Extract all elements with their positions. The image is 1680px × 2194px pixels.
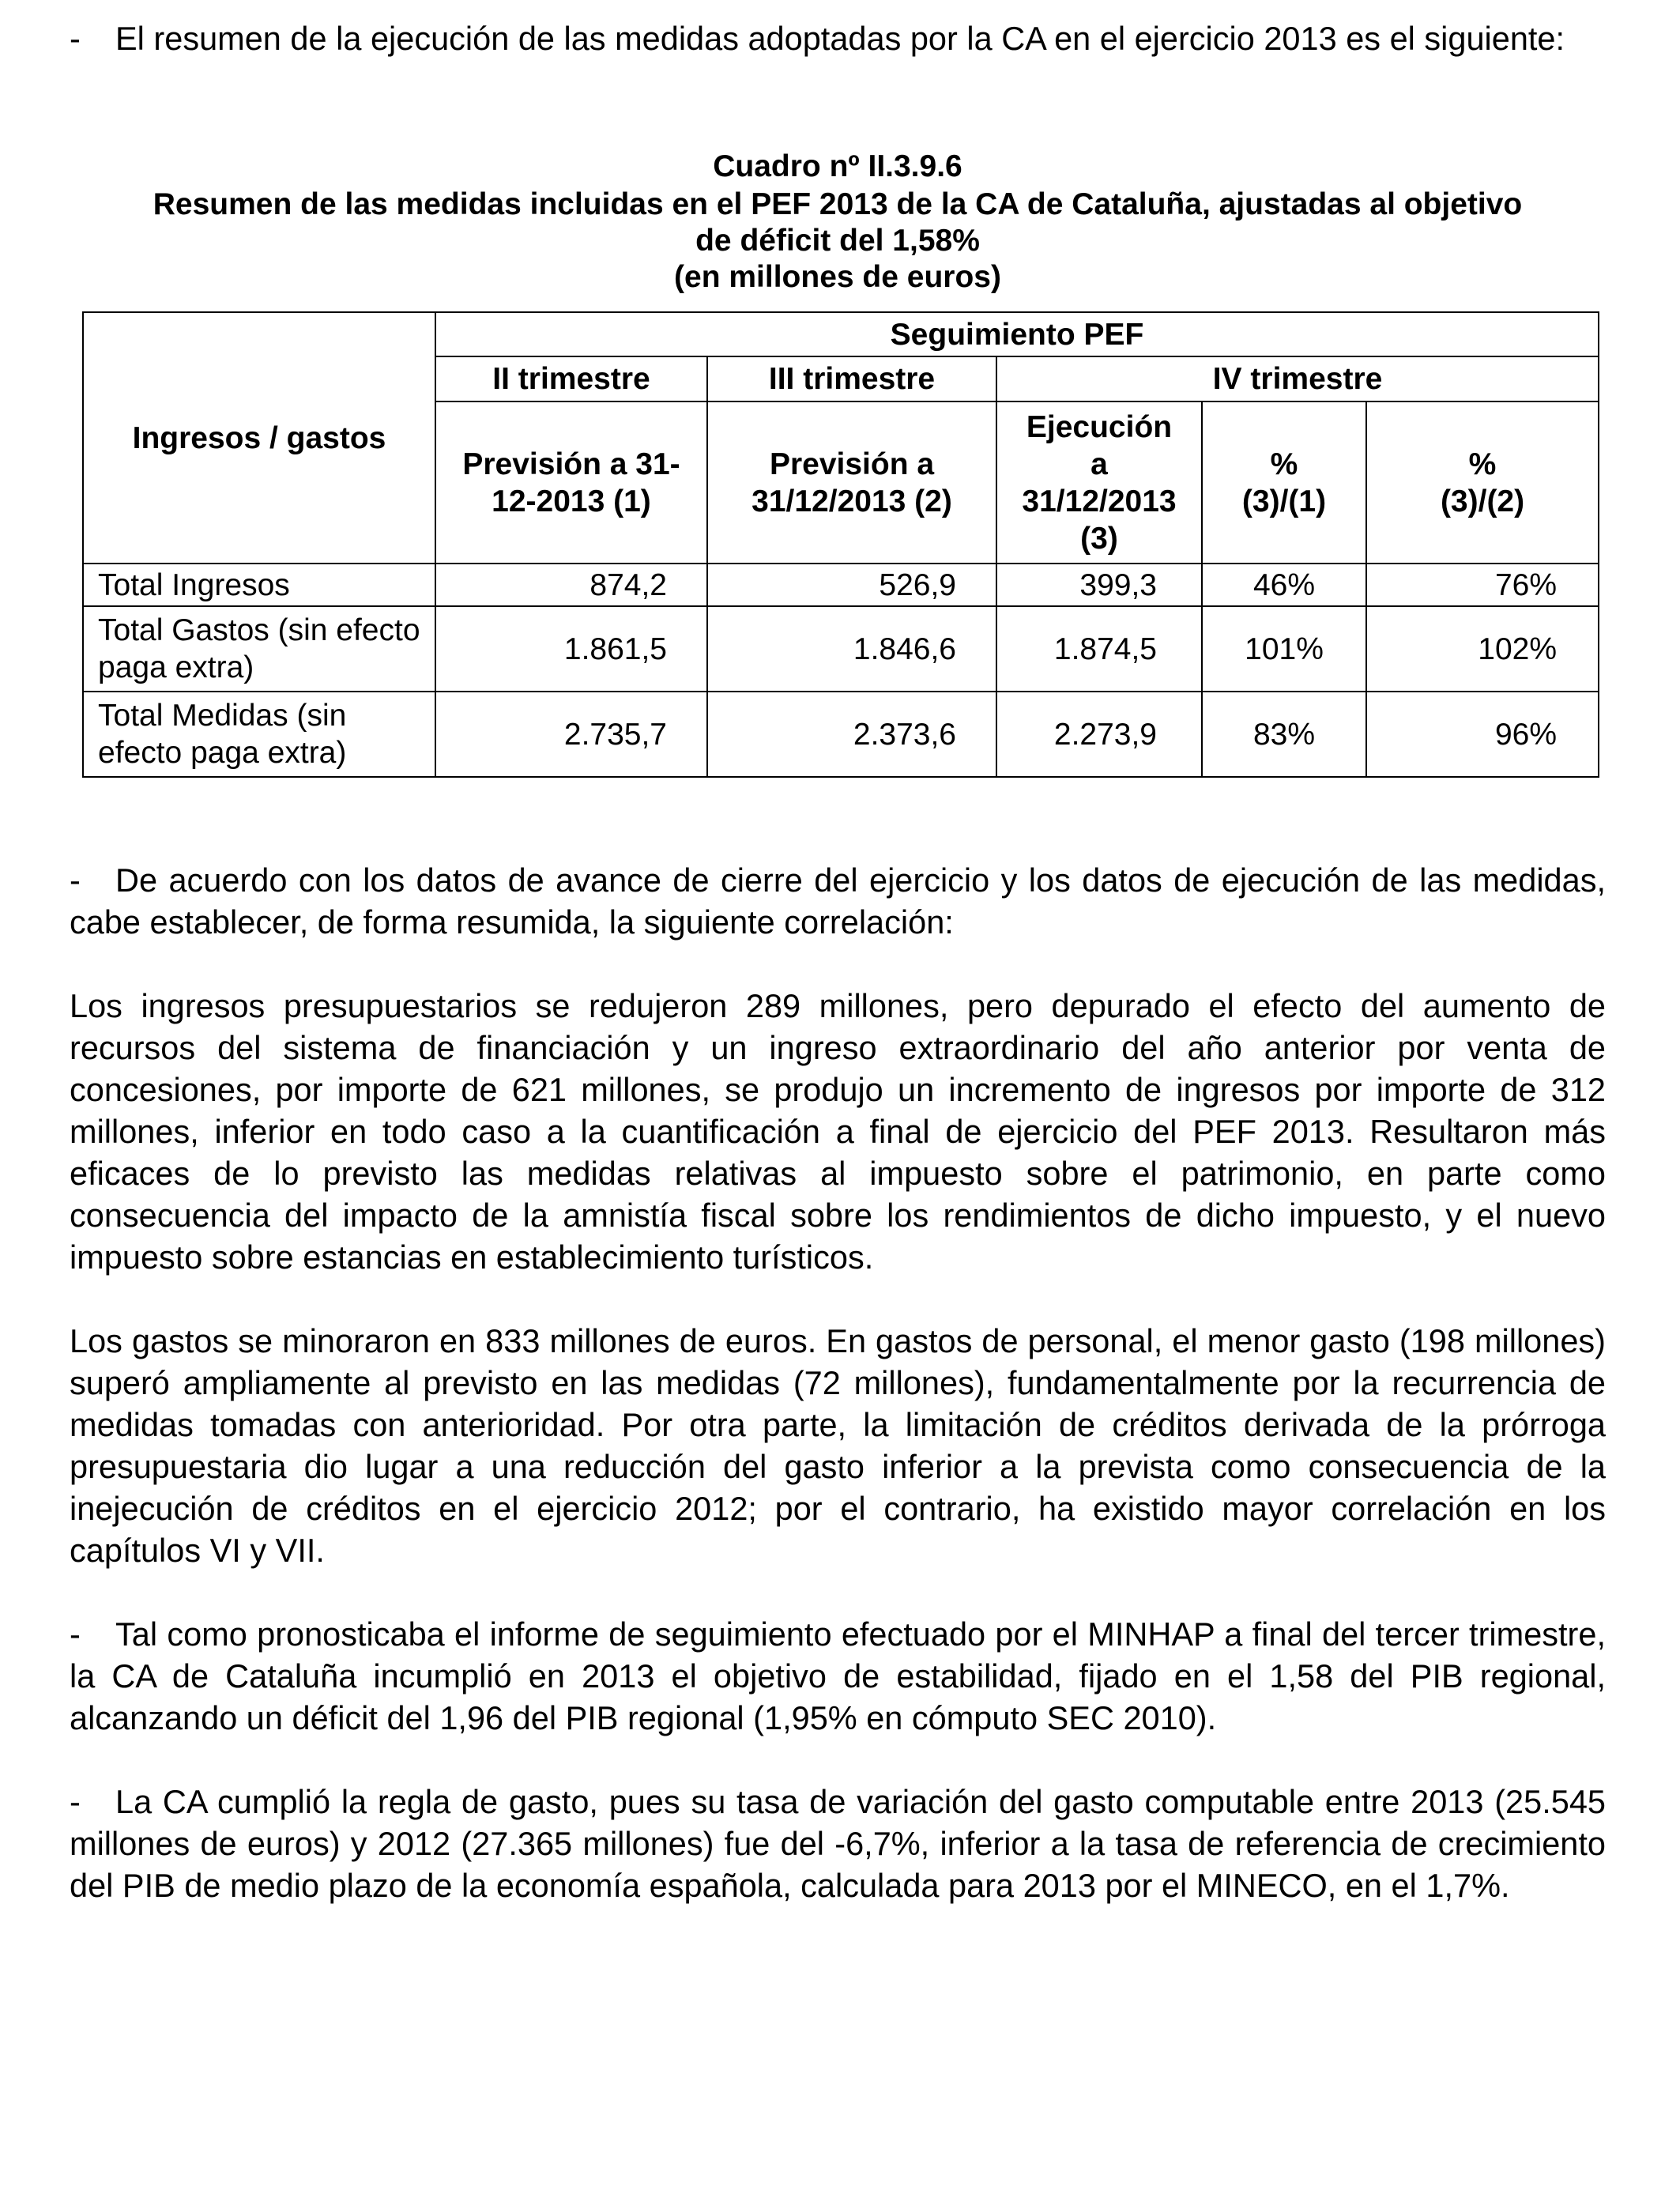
cell-pct-3-2: 76% <box>1366 564 1599 606</box>
column-header-pct-3-2: % (3)/(2) <box>1366 401 1599 564</box>
bullet-dash: - <box>70 861 81 899</box>
cell-pct-3-2: 96% <box>1366 692 1599 777</box>
cell-ejecucion: 399,3 <box>996 564 1202 606</box>
table-title-line2: de déficit del 1,58% <box>695 224 980 258</box>
cell-pct-3-1: 83% <box>1202 692 1366 777</box>
table-units: (en millones de euros) <box>674 260 1001 294</box>
table-caption <box>70 149 1606 296</box>
table-row <box>83 564 1599 606</box>
table-row <box>83 606 1599 692</box>
paragraph-text: Tal como pronosticaba el informe de seguimiento efectuado por el MINHAP a final del tercer trimestre, la CA de Cataluña incumplió en 2013 el objetivo de estabilidad, fijado en el 1,58 del PIB regional, alcanzando un déficit del 1,96 del PIB regional (1,95% en cómputo SEC 2010). <box>70 1615 1606 1736</box>
row-header-cell <box>83 312 435 564</box>
cell-ejecucion: 2.273,9 <box>996 692 1202 777</box>
bullet-dash: - <box>70 1783 81 1820</box>
paragraph-regla-gasto <box>70 1781 1606 1906</box>
intro-paragraph <box>70 17 1606 59</box>
cell-prevision-1: 874,2 <box>435 564 707 606</box>
row-label: Total Medidas (sin efecto paga extra) <box>83 692 435 777</box>
paragraph-text: La CA cumplió la regla de gasto, pues su tasa de variación del gasto computable entre 2013 (25.545 millones de euros) y 2012 (27.365 millones) fue del -6,7%, inferior a la tasa de referencia de crecimiento del PIB de medio plazo de la economía española, calculada para 2013 por el MINECO, en el 1,7%. <box>70 1783 1606 1904</box>
paragraph-gastos <box>70 1320 1606 1571</box>
cell-ejecucion: 1.874,5 <box>996 606 1202 692</box>
body-text <box>70 859 1606 1948</box>
row-header: Ingresos / gastos <box>132 420 386 455</box>
paragraph-text: De acuerdo con los datos de avance de cierre del ejercicio y los datos de ejecución de las medidas, cabe establecer, de forma resumida, la siguiente correlación: <box>70 861 1606 941</box>
bullet-dash: - <box>70 20 81 57</box>
paragraph-text: Los gastos se minoraron en 833 millones de euros. En gastos de personal, el menor gasto (198 millones) superó ampliamente al previsto en las medidas (72 millones), fundamentalmente por la recurrencia de medidas tomadas con anterioridad. Por otra parte, la limitación de créditos derivada de la prórroga presupuestaria dio lugar a una reducción del gasto inferior a la prevista como consecuencia de la inejecución de créditos en el ejercicio 2012; por el contrario, ha existido mayor correlación en los capítulos VI y VII. <box>70 1322 1606 1569</box>
bullet-dash: - <box>70 1615 81 1653</box>
cell-pct-3-1: 101% <box>1202 606 1366 692</box>
quarter-header-3: III trimestre <box>707 356 996 401</box>
column-header-ejecucion: Ejecución a 31/12/2013 (3) <box>996 401 1202 564</box>
group-header: Seguimiento PEF <box>435 312 1599 356</box>
cell-prevision-1: 1.861,5 <box>435 606 707 692</box>
column-header-prevision-2: Previsión a 31/12/2013 (2) <box>707 401 996 564</box>
document-page <box>70 17 1606 1904</box>
column-header-prevision-1: Previsión a 31-12-2013 (1) <box>435 401 707 564</box>
paragraph-text: Los ingresos presupuestarios se redujeron 289 millones, pero depurado el efecto del aumento de recursos del sistema de financiación y un ingreso extraordinario del año anterior por venta de concesiones, por importe de 621 millones, se produjo un incremento de ingresos por importe de 312 millones, inferior en todo caso a la cuantificación a final de ejercicio del PEF 2013. Resultaron más eficaces de lo previsto las medidas relativas al impuesto sobre el patrimonio, en parte como consecuencia del impacto de la amnistía fiscal sobre los rendimientos de dicho impuesto, y el nuevo impuesto sobre estancias en establecimiento turísticos. <box>70 987 1606 1276</box>
paragraph-estabilidad <box>70 1613 1606 1739</box>
cell-prevision-2: 1.846,6 <box>707 606 996 692</box>
table-title-line1: Resumen de las medidas incluidas en el PEF 2013 de la CA de Cataluña, ajustadas al objetivo <box>153 187 1523 221</box>
quarter-header-4: IV trimestre <box>996 356 1599 401</box>
column-header-pct-3-1: % (3)/(1) <box>1202 401 1366 564</box>
cell-pct-3-2: 102% <box>1366 606 1599 692</box>
measures-table <box>82 311 1599 778</box>
cell-prevision-1: 2.735,7 <box>435 692 707 777</box>
cell-pct-3-1: 46% <box>1202 564 1366 606</box>
cell-prevision-2: 2.373,6 <box>707 692 996 777</box>
table-number: Cuadro nº II.3.9.6 <box>713 149 962 183</box>
row-label: Total Gastos (sin efecto paga extra) <box>83 606 435 692</box>
paragraph-ingresos <box>70 985 1606 1278</box>
paragraph-correlacion <box>70 859 1606 943</box>
intro-text: El resumen de la ejecución de las medidas adoptadas por la CA en el ejercicio 2013 es el siguiente: <box>115 20 1565 57</box>
table-row <box>83 692 1599 777</box>
row-label: Total Ingresos <box>83 564 435 606</box>
cell-prevision-2: 526,9 <box>707 564 996 606</box>
quarter-header-2: II trimestre <box>435 356 707 401</box>
